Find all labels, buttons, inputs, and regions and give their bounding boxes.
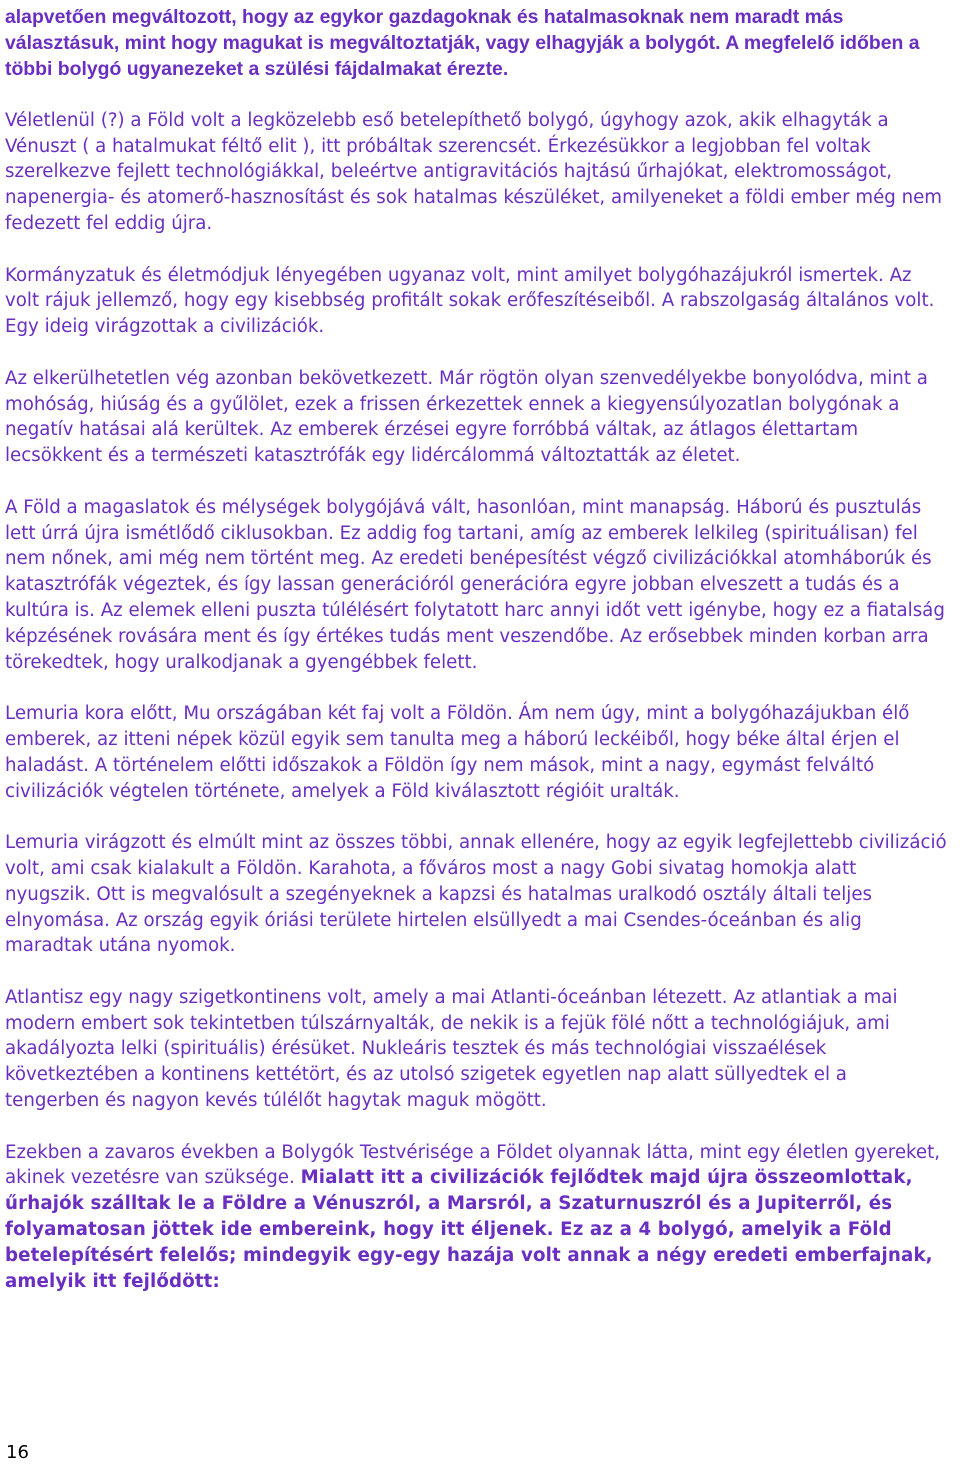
page-number: 16 <box>6 1442 29 1463</box>
paragraph-lemuria: Lemuria virágzott és elmúlt mint az összes többi, annak ellenére, hogy az egyik legfejlettebb civilizáció volt, ami csak kialakult a Földön. Karahota, a főváros most a nagy Gobi sivatag homokja alatt nyugszik. Ott is megvalósult a szegényeknek a kapzsi és hatalmas uralkodó osztály általi teljes elnyomása. Az ország egyik óriási területe hirtelen elsüllyedt a mai Csendes-óceánban és alig maradtak utána nyomok. <box>5 832 947 957</box>
paragraph-atlantis: Atlantisz egy nagy szigetkontinens volt, amely a mai Atlanti-óceánban létezett. Az atlantiak a mai modern embert sok tekintetben túlszárnyalták, de nekik is a fejük fölé nőtt a technológiájuk, ami akadályozta lelki (spirituális) érésüket. Nukleáris tesztek és más technológiai visszaélések következtében a kontinens kettétört, és az utolsó szigetek egyetlen nap alatt süllyedtek el a tengerben és nagyon kevés túlélőt hagytak maguk mögött. <box>5 986 898 1112</box>
paragraph-venus-settlers: Véletlenül (?) a Föld volt a legközelebb eső betelepíthető bolygó, úgyhogy azok, akik elhagyták a Vénuszt ( a hatalmukat féltő elit ), itt próbáltak szerencsét. Érkezésükkor a legjobban fel voltak szerelkezve fejlett technológiákkal, beleértve antigravitációs hajtású űrhajókat, elektromosságot, napenergia- és atomerő-hasznosítást és sok hatalmas készüléket, amilyeneket a földi ember még nem fedezett fel eddig újra. <box>5 109 943 234</box>
paragraph-brotherhood-bold: Mialatt itt a civilizációk fejlődtek majd újra összeomlottak, űrhajók szálltak le a Földre a Vénuszról, a Marsról, a Szaturnuszról és a Jupiterről, és folyamatosan jöttek ide embereink, hogy itt éljenek. Ez az a 4 bolygó, amelyik a Föld betelepítésért felelős; mindegyik egy-egy hazája volt annak a négy eredeti emberfajnak, amelyik itt fejlődött: <box>5 1167 933 1292</box>
paragraph-brotherhood-normal: Ezekben a zavaros években a Bolygók Testvérisége a Földet olyannak látta, mint egy életlen gyereket, akinek vezetésre van szüksége. <box>5 1141 941 1189</box>
paragraph-intro: alapvetően megváltozott, hogy az egykor gazdagoknak és hatalmasoknak nem maradt más választásuk, mint hogy magukat is megváltoztatják, vagy elhagyják a bolygót. A megfelelő időben a többi bolygó ugyanezeket a szülési fájdalmakat érezte. <box>5 6 920 80</box>
paragraph-brotherhood <box>5 1140 947 1295</box>
paragraph-government: Kormányzatuk és életmódjuk lényegében ugyanaz volt, mint amilyet bolygóhazájukról ismertek. Az volt rájuk jellemző, hogy egy kisebbség profitált sokak erőfeszítéseiből. A rabszolgaság általános volt. Egy ideig virágzottak a civilizációk. <box>5 264 935 338</box>
paragraph-inevitable-end: Az elkerülhetetlen vég azonban bekövetkezett. Már rögtön olyan szenvedélyekbe bonyolódva, mint a mohóság, hiúság és a gyűlölet, ezek a frissen érkezettek ennek a kiegyensúlyozatlan bolygónak a negatív hatásai alá kerültek. Az emberek érzései egyre forróbbá váltak, az átlagos élettartam lecsökkent és a természeti katasztrófák egy lidércálommá változtatták az életet. <box>5 367 928 467</box>
document-body <box>5 0 947 1320</box>
paragraph-heights-and-depths: A Föld a magaslatok és mélységek bolygójává vált, hasonlóan, mint manapság. Háború és pusztulás lett úrrá újra ismétlődő ciklusokban. Ez addig fog tartani, amíg az emberek lelkileg (spirituálisan) fel nem nőnek, ami még nem történt meg. Az eredeti benépesítést végző civilizációkkal atomháborúk és katasztrófák végeztek, és így lassan generációról generációra egyre jobban elveszett a tudás és a kultúra is. Az elemek elleni puszta túlélésért folytatott harc annyi időt vett igénybe, hogy ez a fiatalság képzésének rovására ment és így értékes tudás ment veszendőbe. Az erősebbek minden korban arra törekedtek, hogy uralkodjanak a gyengébbek felett. <box>5 496 945 673</box>
paragraph-lemuria-before: Lemuria kora előtt, Mu országában két faj volt a Földön. Ám nem úgy, mint a bolygóhazájukban élő emberek, az itteni népek közül egyik sem tanulta meg a háború leckéiből, hogy béke által érjen el haladást. A történelem előtti időszakok a Földön így nem mások, mint a nagy, egymást felváltó civilizációk végtelen története, amelyek a Föld kiválasztott régióit uralták. <box>5 703 910 802</box>
